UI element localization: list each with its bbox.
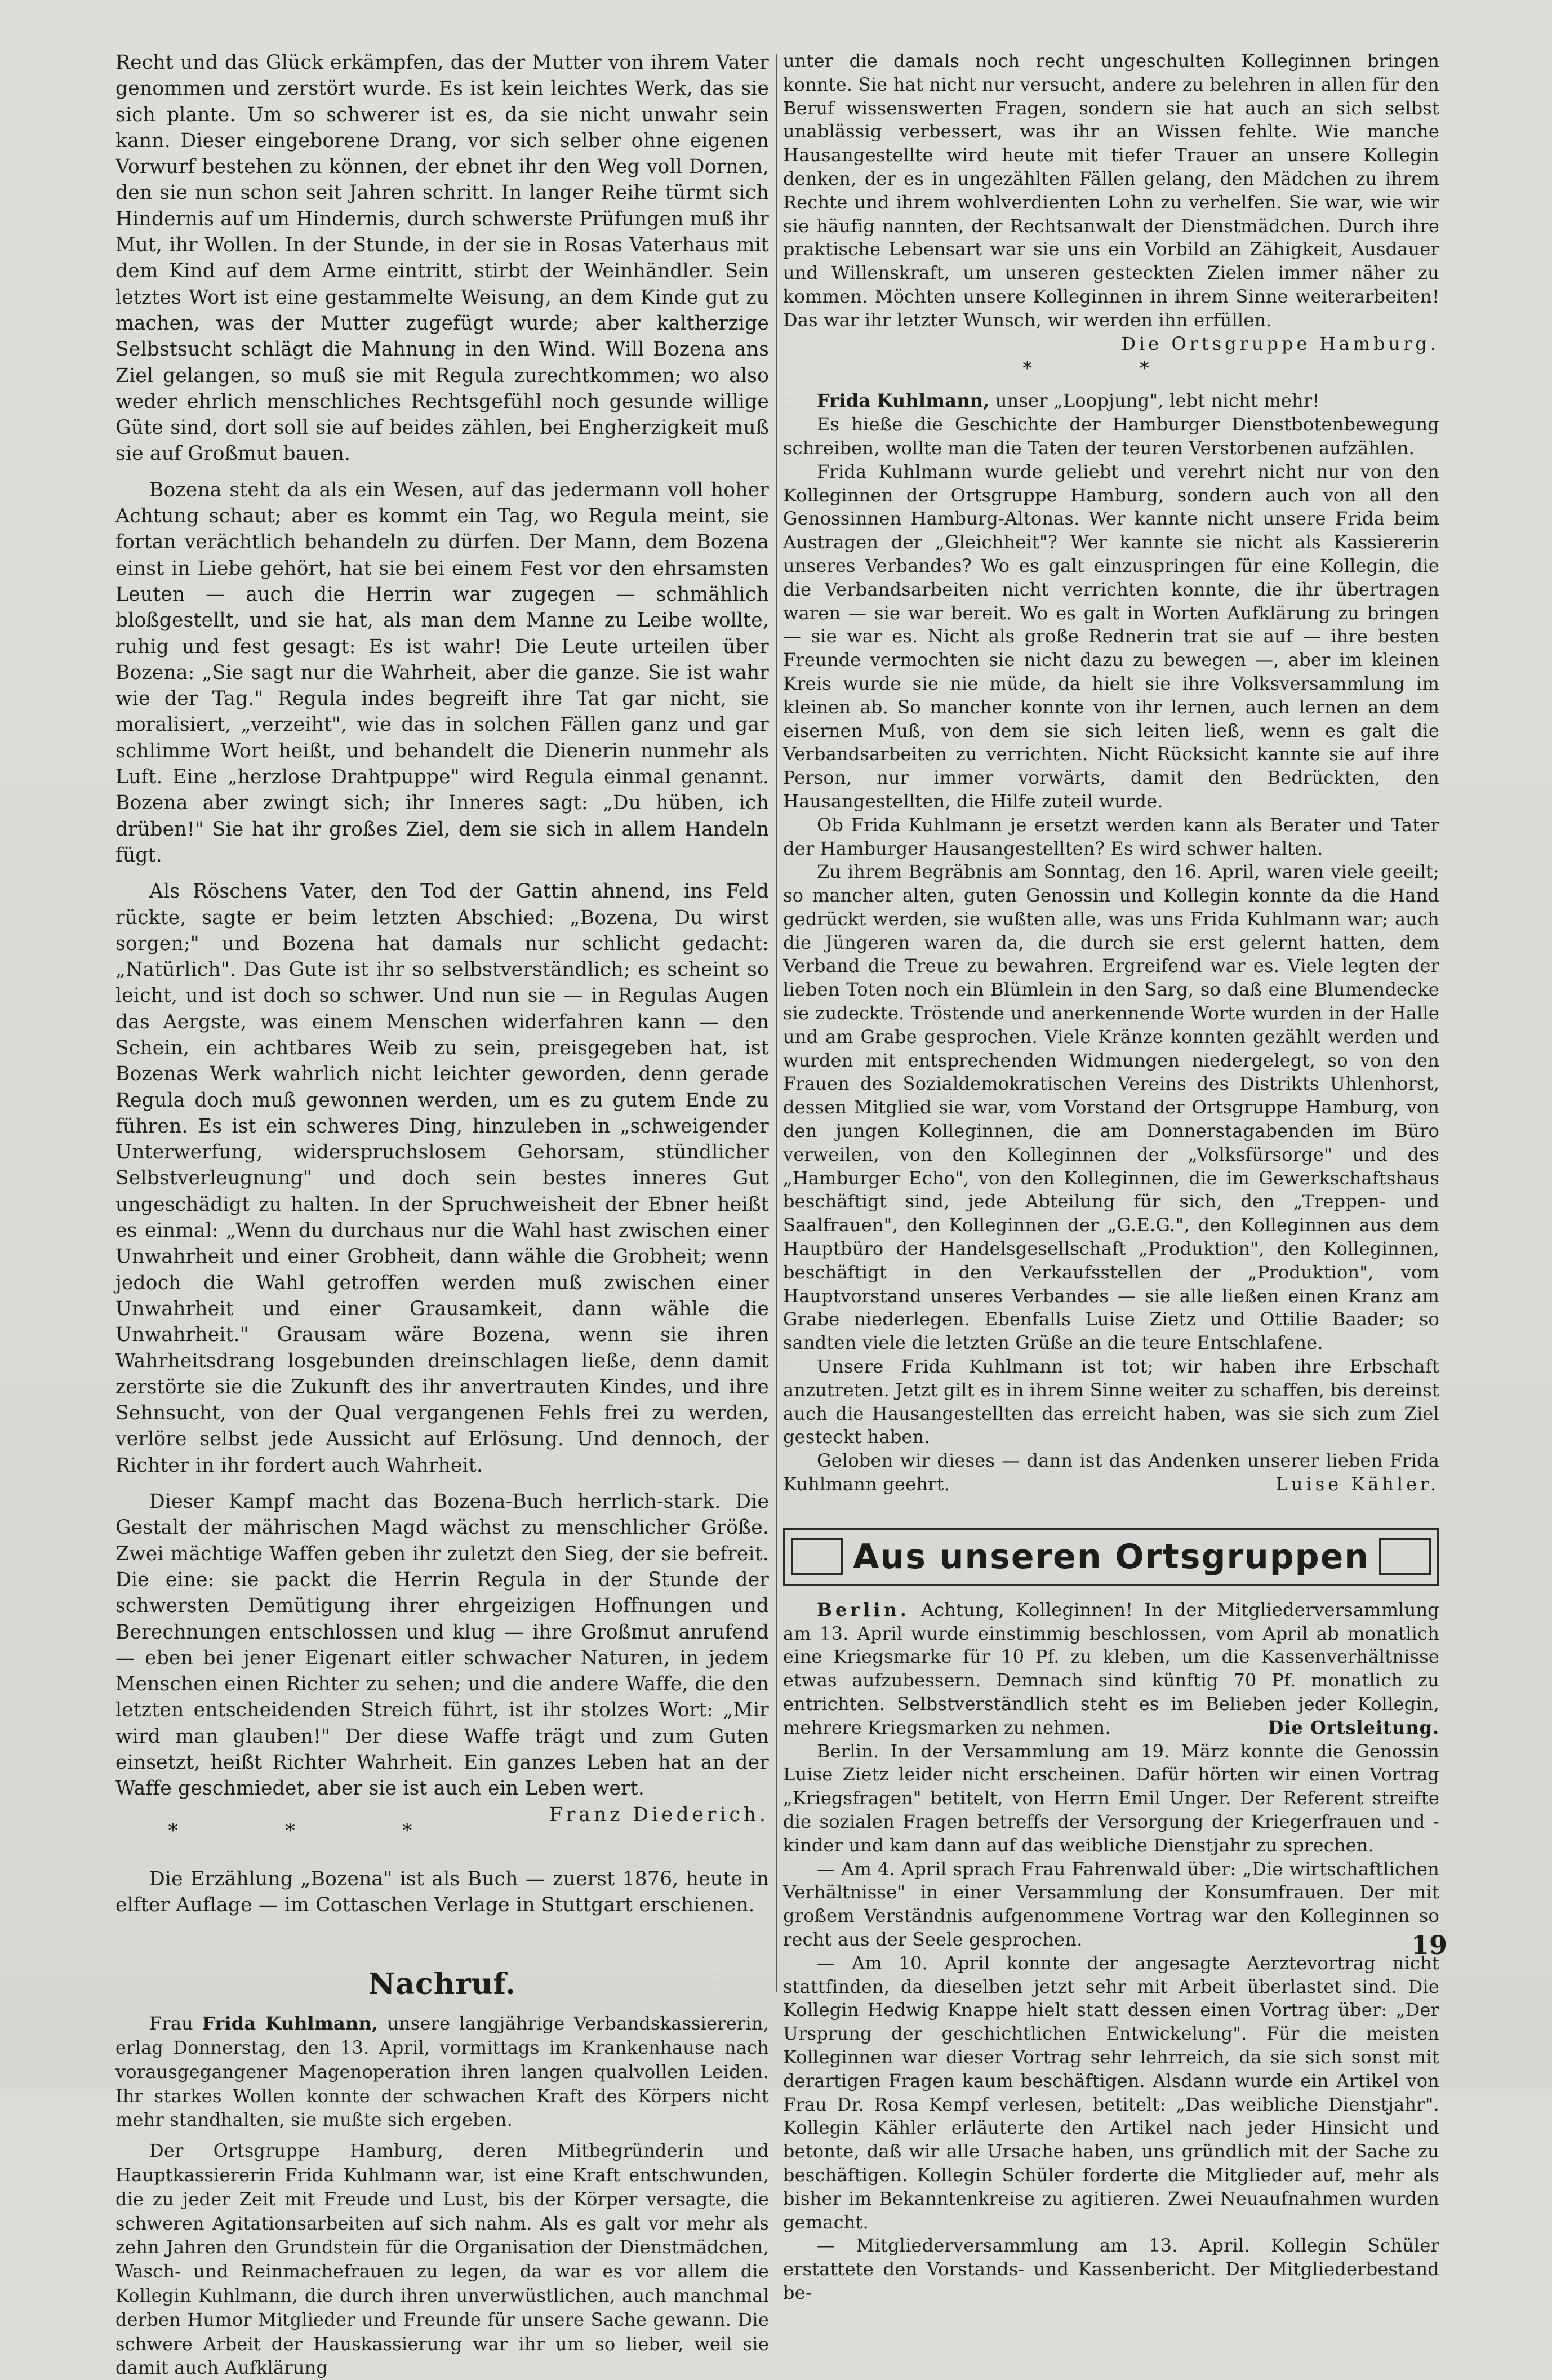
- group-signature: Die Ortsleitung.: [1268, 1716, 1439, 1738]
- section-heading-box: [783, 1528, 1439, 1586]
- left-column: [115, 50, 769, 2380]
- bozena-review-paragraph: Bozena steht da als ein Wesen, auf das jedermann voll hoher Achtung schaut; aber es kommt ein Tag, wo Regula meint, sie fortan verächtlich behandeln zu dürfen. Der Mann, dem Bozena einst in Liebe gehört, hat sie bei einem Fest vor den ehrsamsten Leuten — auch die Herrin war zugegen — schmählich bloßgestellt, und sie hat, als man dem Manne zu Leibe wollte, ruhig und fest gesagt: Es ist wahr! Die Leute urteilen über Bozena: „Sie sagt nur die Wahrheit, aber die ganze. Sie ist wahr wie der Tag." Regula indes begreift ihre Tat gar nicht, sie moralisiert, „verzeiht", wie das in solchen Fällen ganz und gar schlimme Wort heißt, und behandelt die Dienerin nunmehr als Luft. Eine „herzlose Drahtpuppe" wird Regula einmal genannt. Bozena aber zwingt sich; ihr Inneres sagt: „Du hüben, ich drüben!" Sie hat ihr großes Ziel, dem sie sich in allem Handeln fügt.: [115, 478, 769, 867]
- tribute-paragraph: Zu ihrem Begräbnis am Sonntag, den 16. April, waren viele geeilt; so mancher alten, guten Genossin und Kollegin konnte da die Hand gedrückt werden, sie wußten alle, was uns Frida Kuhlmann war; auch die Jüngeren waren da, die durch sie erst gelernt hatten, dem Verband die Treue zu bewahren. Ergreifend war es. Viele legten der lieben Toten noch ein Blümlein in den Sarg, so daß eine Blumendecke sie zudeckte. Tröstende und anerkennende Worte wurden in der Halle und am Grabe gesprochen. Viele Kränze konnten gezählt werden und wurden mit entsprechenden Widmungen niedergelegt, so von den Frauen des Sozialdemokratischen Vereins des Distrikts Uhlenhorst, dessen Mitglied sie war, vom Vorstand der Ortsgruppe Hamburg, von den jungen Kolleginnen, die am Donnerstagabenden im Büro verweilen, von den Kolleginnen der „Volksfürsorge" und des „Hamburger Echo", von den Kolleginnen, die im Gewerkschaftshaus beschäftigt sind, jede Abteilung für sich, den „Treppen- und Saalfrauen", den Kolleginnen der „G.E.G.", den Kolleginnen aus dem Hauptbüro der Handelsgesellschaft „Produktion", den Kolleginnen, beschäftigt in den Verkaufsstellen der „Produktion", vom Hauptvorstand unseres Verbandes — sie alle ließen einen Kranz am Grabe niederlegen. Ebenfalls Luise Zietz und Ottilie Baader; so sandten viele die letzten Grüße an die teure Entschlafene.: [783, 861, 1439, 1354]
- local-report-paragraph: — Am 4. April sprach Frau Fahrenwald über: „Die wirtschaftlichen Verhältnisse" in einer Versammlung der Konsumfrauen. Der mit großem Verständnis aufgenommene Vortrag war den Kolleginnen so recht aus der Seele gesprochen.: [783, 1858, 1439, 1950]
- ornament-box-left: [791, 1538, 843, 1575]
- paragraph-text: unsere langjährige Verbandskassiererin, erlag Donnerstag, den 13. April, vormittags im Krankenhause nach vorausgegangener Magenoperation ihren langen qualvollen Leiden. Ihr starkes Wollen konnte der schwachen Kraft des Körpers nicht mehr standhalten, sie mußte sich ergeben.: [115, 2013, 770, 2131]
- local-report-paragraph: — Mitgliederversammlung am 13. April. Kollegin Schüler erstattete den Vorstands- und Kassenbericht. Der Mitgliederbestand be-: [783, 2235, 1439, 2303]
- deceased-name: Frida Kuhlmann,: [202, 2013, 379, 2035]
- tribute-paragraph: Unsere Frida Kuhlmann ist tot; wir haben ihre Erbschaft anzutreten. Jetzt gilt es in ihrem Sinne weiter zu schaffen, bis dereinst auch die Hausangestellten das erreicht haben, was sie sich zum Ziel gesteckt haben.: [783, 1356, 1439, 1448]
- local-report-paragraph: [783, 1598, 1439, 1740]
- author-signature: Luise Kähler.: [1275, 1473, 1439, 1495]
- tribute-paragraph: Frida Kuhlmann wurde geliebt und verehrt nicht nur von den Kolleginnen der Ortsgruppe Hamburg, sondern auch von all den Genossinnen Hamburg-Altonas. Wer kannte nicht unsere Frida beim Austragen der „Gleichheit"? Wer kannte sie nicht als Kassiererin unseres Verbandes? Wo es galt einzuspringen für eine Kollegin, die die Verbandsarbeiten nicht verrichten konnte, die ihr übertragen waren — sie war bereit. Wo es galt in Worten Aufklärung zu bringen — sie war es. Nicht als große Rednerin trat sie auf — ihre besten Freunde vermochten sie nicht dazu zu bewegen —, aber im kleinen Kreis wurde sie nie müde, da hielt sie ihre Volksversammlung im kleinen ab. So mancher konnte von ihr lernen, auch lernen an dem eisernen Muß, von dem sie sich leiten ließ, wenn es galt die Verbandsarbeiten zu verrichten. Nicht Rücksicht kannte sie auf ihre Person, nur immer vorwärts, damit den Bedrückten, den Hausangestellten, die Hilfe zuteil wurde.: [783, 460, 1439, 812]
- paragraph-text: Frau: [149, 2013, 203, 2035]
- obituary-paragraph: Der Ortsgruppe Hamburg, deren Mitbegründerin und Hauptkassiererin Frida Kuhlmann war, ist eine Kraft entschwunden, die zu jeder Zeit mit Freude und Lust, bis der Körper versagte, die schweren Agitationsarbeiten auf sich nahm. Als es galt vor mehr als zehn Jahren den Grundstein für die Organisation der Dienstmädchen, Wasch- und Reinmachefrauen zu legen, da war es vor allem die Kollegin Kuhlmann, die durch ihren unverwüstlichen, auch manchmal derben Humor Mitglieder und Freunde für unsere Sache gewann. Die schwere Arbeit der Hauskassierung war ihr um so lieber, weil sie damit auch Aufklärung: [115, 2140, 769, 2379]
- obituary-paragraph: [783, 50, 1439, 354]
- publication-note: Die Erzählung „Bozena" ist als Buch — zuerst 1876, heute in elfter Auflage — im Cottaschen Verlage in Stuttgart erschienen.: [115, 1867, 769, 1916]
- ornament-box-right: [1379, 1538, 1431, 1575]
- paragraph-text: Dieser Kampf macht das Bozena-Buch herrlich-stark. Die Gestalt der mährischen Magd wächst zu menschlicher Größe. Zwei mächtige Waffen geben ihr zuletzt den Sieg, der sie befreit. Die eine: sie packt die Herrin Regula in der Stunde der schwersten Demütigung ihrer ehrgeizigen Hoffnungen und Berechnungen entschlossen und klug — ihre Großmut anrufend — eben bei jener Eigenart eitler schwacher Naturen, in jedem Menschen einen Richter zu sehen; und die andere Waffe, die den letzten entscheidenden Streich führt, ist ihr stolzes Wort: „Mir wird man glauben!" Der diese Waffe trägt und zum Guten einsetzt, heißt Richter Wahrheit. Ein ganzes Leben hat an der Waffe geschmiedet, aber sie ist auch ein Leben wert.: [115, 1490, 769, 1800]
- group-signature: Die Ortsgruppe Hamburg.: [1121, 332, 1439, 354]
- section-heading: Aus unseren Ortsgruppen: [852, 1537, 1370, 1577]
- bozena-review-paragraph: [115, 1489, 769, 1826]
- paragraph-text: unser „Loopjung", lebt nicht mehr!: [989, 390, 1320, 412]
- page-number: 19: [1411, 1930, 1448, 1960]
- bozena-review-paragraph: Als Röschens Vater, den Tod der Gattin ahnend, ins Feld rückte, sagte er beim letzten Abschied: „Bozena, Du wirst sorgen;" und Bozena hat damals nur schlicht gedacht: „Natürlich". Das Gute ist ihr so selbstverständlich; es scheint so leicht, und ist doch so schwer. Und nun sie — in Regulas Augen das Aergste, was einem Menschen widerfahren kann — den Schein, ein achtbares Weib zu sein, preisgegeben hat, ist Bozenas Werk wahrlich nicht leichter geworden, denn gerade Regula doch muß gewonnen werden, um es zu gutem Ende zu führen. Es ist ein schweres Ding, hinzuleben in „schweigender Unterwerfung, widerspruchslosem Gehorsam, stündlicher Selbstverleugnung" und doch sein bestes inneres Gut ungeschädigt zu halten. In der Spruchweisheit der Ebner heißt es einmal: „Wenn du durchaus nur die Wahl hast zwischen einer Unwahrheit und einer Grobheit, dann wähle die Grobheit; wenn jedoch die Wahl getroffen werden muß zwischen einer Unwahrheit und einer Grausamkeit, dann wähle die Unwahrheit." Grausam wäre Bozena, wenn sie ihren Wahrheitsdrang losgebunden dreinschlagen ließe, denn damit zerstörte sie die Zukunft des ihr anvertrauten Kindes, und ihre Sehnsucht, von der Qual vergangenen Fehls frei zu werden, verlöre selbst jede Aussicht auf Erlösung. Und dennoch, der Richter in ihr fordert auch Wahrheit.: [115, 880, 769, 1477]
- tribute-paragraph: Ob Frida Kuhlmann je ersetzt werden kann als Berater und Tater der Hamburger Hausangestellten? Es wird schwer halten.: [783, 814, 1439, 859]
- section-separator: * *: [1022, 357, 1200, 380]
- city-name: Berlin.: [817, 1598, 910, 1620]
- obituary-heading: Nachruf.: [368, 1967, 517, 2002]
- paragraph-text: Geloben wir dieses — dann ist das Andenken unserer lieben Frida Kuhlmann geehrt.: [783, 1450, 1439, 1495]
- deceased-name: Frida Kuhlmann,: [817, 390, 990, 412]
- bozena-review-paragraph: Recht und das Glück erkämpfen, das der Mutter von ihrem Vater genommen und zerstört wurde. Es ist kein leichtes Werk, das sie sich plante. Um so schwerer ist es, da sie nicht unwahr sein kann. Dieser eingeborene Drang, vor sich selber ohne eigenen Vorwurf bestehen zu können, der ebnet ihr den Weg voll Dornen, den sie nun schon seit Jahren schritt. In langer Reihe türmt sich Hindernis auf um Hindernis, durch schwerste Prüfungen muß ihr Mut, ihr Wollen. In der Stunde, in der sie in Rosas Vaterhaus mit dem Kind auf dem Arme eintritt, stirbt der Weinhändler. Sein letztes Wort ist eine gestammelte Weisung, an dem Kinde gut zu machen, was der Mutter zugefügt wurde; aber kaltherzige Selbstsucht schlägt die Mahnung in den Wind. Will Bozena ans Ziel gelangen, so muß sie mit Regula zurechtkommen; wo also weder ehrlich menschliches Rechtsgefühl noch gesunde willige Güte sind, dort soll sie auf beides zählen, bei Engherzigkeit muß sie auf Großmut bauen.: [115, 51, 769, 465]
- right-column: [783, 50, 1439, 2305]
- author-signature: Franz Diederich.: [549, 1803, 769, 1826]
- section-separator: * * *: [168, 1819, 463, 1842]
- local-report-paragraph: — Am 10. April konnte der angesagte Aerztevortrag nicht stattfinden, da dieselben jetzt sehr mit Arbeit überlastet sind. Die Kollegin Hedwig Knappe hielt statt dessen einen Vortrag über: „Der Ursprung der geschichtlichen Entwickelung". Für die meisten Kolleginnen war dieser Vortrag sehr lehrreich, da sie sich sonst mit derartigen Fragen kaum beschäftigen. Alsdann wurde ein Artikel von Frau Dr. Rosa Kempf verlesen, betitelt: „Das weibliche Dienstjahr". Kollegin Kähler erläuterte den Artikel nach jeder Hinsicht und betonte, daß wir alle Ursache haben, uns gründlich mit der Sache zu beschäftigen. Kollegin Schüler forderte die Mitglieder auf, mehr als bisher im Bekanntenkreise zu agitieren. Zwei Neuaufnahmen wurden gemacht.: [783, 1952, 1439, 2233]
- local-report-paragraph: Berlin. In der Versammlung am 19. März konnte die Genossin Luise Zietz leider nicht erscheinen. Dafür hörten wir einen Vortrag „Kriegsfragen" betitelt, von Herrn Emil Unger. Der Referent streifte die sozialen Fragen betreffs der Versorgung der Kriegerfrauen und -kinder und kam dann auf das weibliche Dienstjahr zu sprechen.: [783, 1740, 1439, 1856]
- tribute-opening: [783, 389, 1439, 413]
- column-divider: [776, 54, 777, 1992]
- tribute-paragraph: [783, 1449, 1439, 1497]
- paragraph-text: Achtung, Kolleginnen! In der Mitgliederversammlung am 13. April wurde einstimmig beschlossen, vom April ab monatlich eine Kriegsmarke für 10 Pf. zu kleben, um die Kassenverhältnisse etwas aufzubessern. Demnach sind künftig 70 Pf. monatlich zu entrichten. Selbstverständlich steht es im Belieben jeder Kollegin, mehrere Kriegsmarken zu nehmen.: [783, 1598, 1439, 1738]
- paragraph-text: unter die damals noch recht ungeschulten Kolleginnen bringen konnte. Sie hat nicht nur versucht, andere zu belehren in allen für den Beruf wissenswerten Fragen, sondern sie hat auch an sich selbst unablässig verbessert, was ihr an Wissen fehlte. Wie manche Hausangestellte wird heute mit tiefer Trauer an unsere Kollegin denken, der es in ungezählten Fällen gelang, den Mädchen zu ihrem Rechte und ihrem wohlverdienten Lohn zu verhelfen. Sie war, wie wir sie häufig nannten, der Rechtsanwalt der Dienstmädchen. Durch ihre praktische Lebensart war sie uns ein Vorbild an Zähigkeit, Ausdauer und Willenskraft, um unseren gesteckten Zielen immer näher zu kommen. Möchten unsere Kolleginnen in ihrem Sinne weiterarbeiten! Das war ihr letzter Wunsch, wir werden ihn erfüllen.: [783, 50, 1439, 331]
- obituary-paragraph: [115, 2012, 769, 2132]
- tribute-paragraph: Es hieße die Geschichte der Hamburger Dienstbotenbewegung schreiben, wollte man die Taten der teuren Verstorbenen aufzählen.: [783, 414, 1439, 459]
